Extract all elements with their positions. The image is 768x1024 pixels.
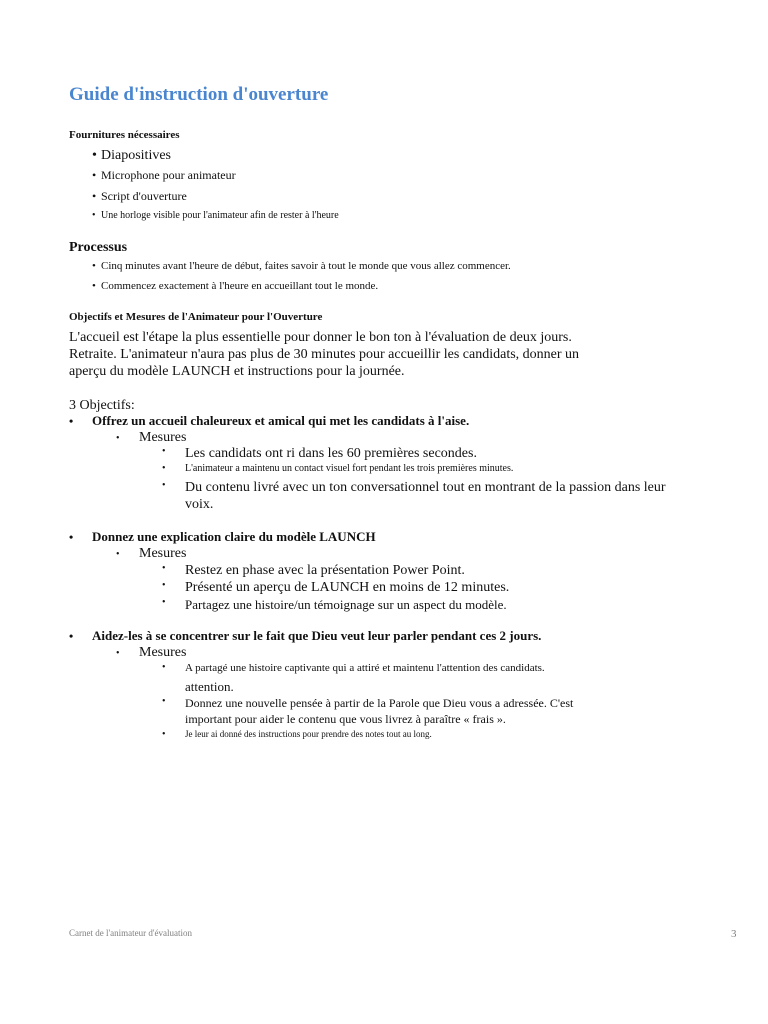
list-item: • Cinq minutes avant l'heure de début, faites savoir à tout le monde que vous allez commencer. xyxy=(92,260,511,272)
page-title: Guide d'instruction d'ouverture xyxy=(69,84,329,105)
list-item: • Commencez exactement à l'heure en accueillant tout le monde. xyxy=(92,280,379,292)
measures-label: • Mesures xyxy=(116,430,187,445)
objective-item: • Aidez-les à se concentrer sur le fait que Dieu veut leur parler pendant ces 2 jours. xyxy=(69,628,542,643)
list-item: • Une horloge visible pour l'animateur afin de rester à l'heure xyxy=(92,210,339,221)
intro-paragraph: L'accueil est l'étape la plus essentielle pour donner le bon ton à l'évaluation de deux jours. Retraite. L'animateur n'aura pas plus de 30 minutes pour accueillir les candidats, donner un aperçu du modèle LAUNCH et instructions pour la journée. xyxy=(69,330,580,379)
supplies-heading: Fournitures nécessaires xyxy=(69,129,180,141)
measure-item-continued: attention. xyxy=(185,679,234,694)
measure-item: • Les candidats ont ri dans les 60 premières secondes. xyxy=(162,446,477,461)
objectives-count: 3 Objectifs: xyxy=(69,398,135,413)
list-item: • Microphone pour animateur xyxy=(92,168,236,182)
measure-item-continued: important pour aider le contenu que vous livrez à paraître « frais ». xyxy=(185,712,506,726)
page-number: 3 xyxy=(731,928,737,940)
list-item: • Script d'ouverture xyxy=(92,189,187,203)
list-item: • Diapositives xyxy=(92,148,171,163)
objective-item: • Offrez un accueil chaleureux et amical qui met les candidats à l'aise. xyxy=(69,413,470,428)
measure-item: • L'animateur a maintenu un contact visuel fort pendant les trois premières minutes. xyxy=(162,463,514,474)
footer-text: Carnet de l'animateur d'évaluation xyxy=(69,928,192,938)
measure-item: • Du contenu livré avec un ton conversationnel tout en montrant de la passion dans leur xyxy=(162,480,666,495)
measures-label: • Mesures xyxy=(116,546,187,561)
objective-item: • Donnez une explication claire du modèle LAUNCH xyxy=(69,529,376,544)
objectives-heading: Objectifs et Mesures de l'Animateur pour l'Ouverture xyxy=(69,311,323,323)
measure-item: • Partagez une histoire/un témoignage sur un aspect du modèle. xyxy=(162,597,507,612)
measures-label: • Mesures xyxy=(116,645,187,660)
measure-item: • Donnez une nouvelle pensée à partir de la Parole que Dieu vous a adressée. C'est xyxy=(162,696,574,710)
measure-item: • A partagé une histoire captivante qui a attiré et maintenu l'attention des candidats. xyxy=(162,662,545,674)
measure-item: • Restez en phase avec la présentation Power Point. xyxy=(162,563,465,578)
measure-item: • Je leur ai donné des instructions pour prendre des notes tout au long. xyxy=(162,729,432,740)
process-heading: Processus xyxy=(69,240,128,255)
measure-item-continued: voix. xyxy=(185,497,214,512)
measure-item: • Présenté un aperçu de LAUNCH en moins de 12 minutes. xyxy=(162,580,510,595)
